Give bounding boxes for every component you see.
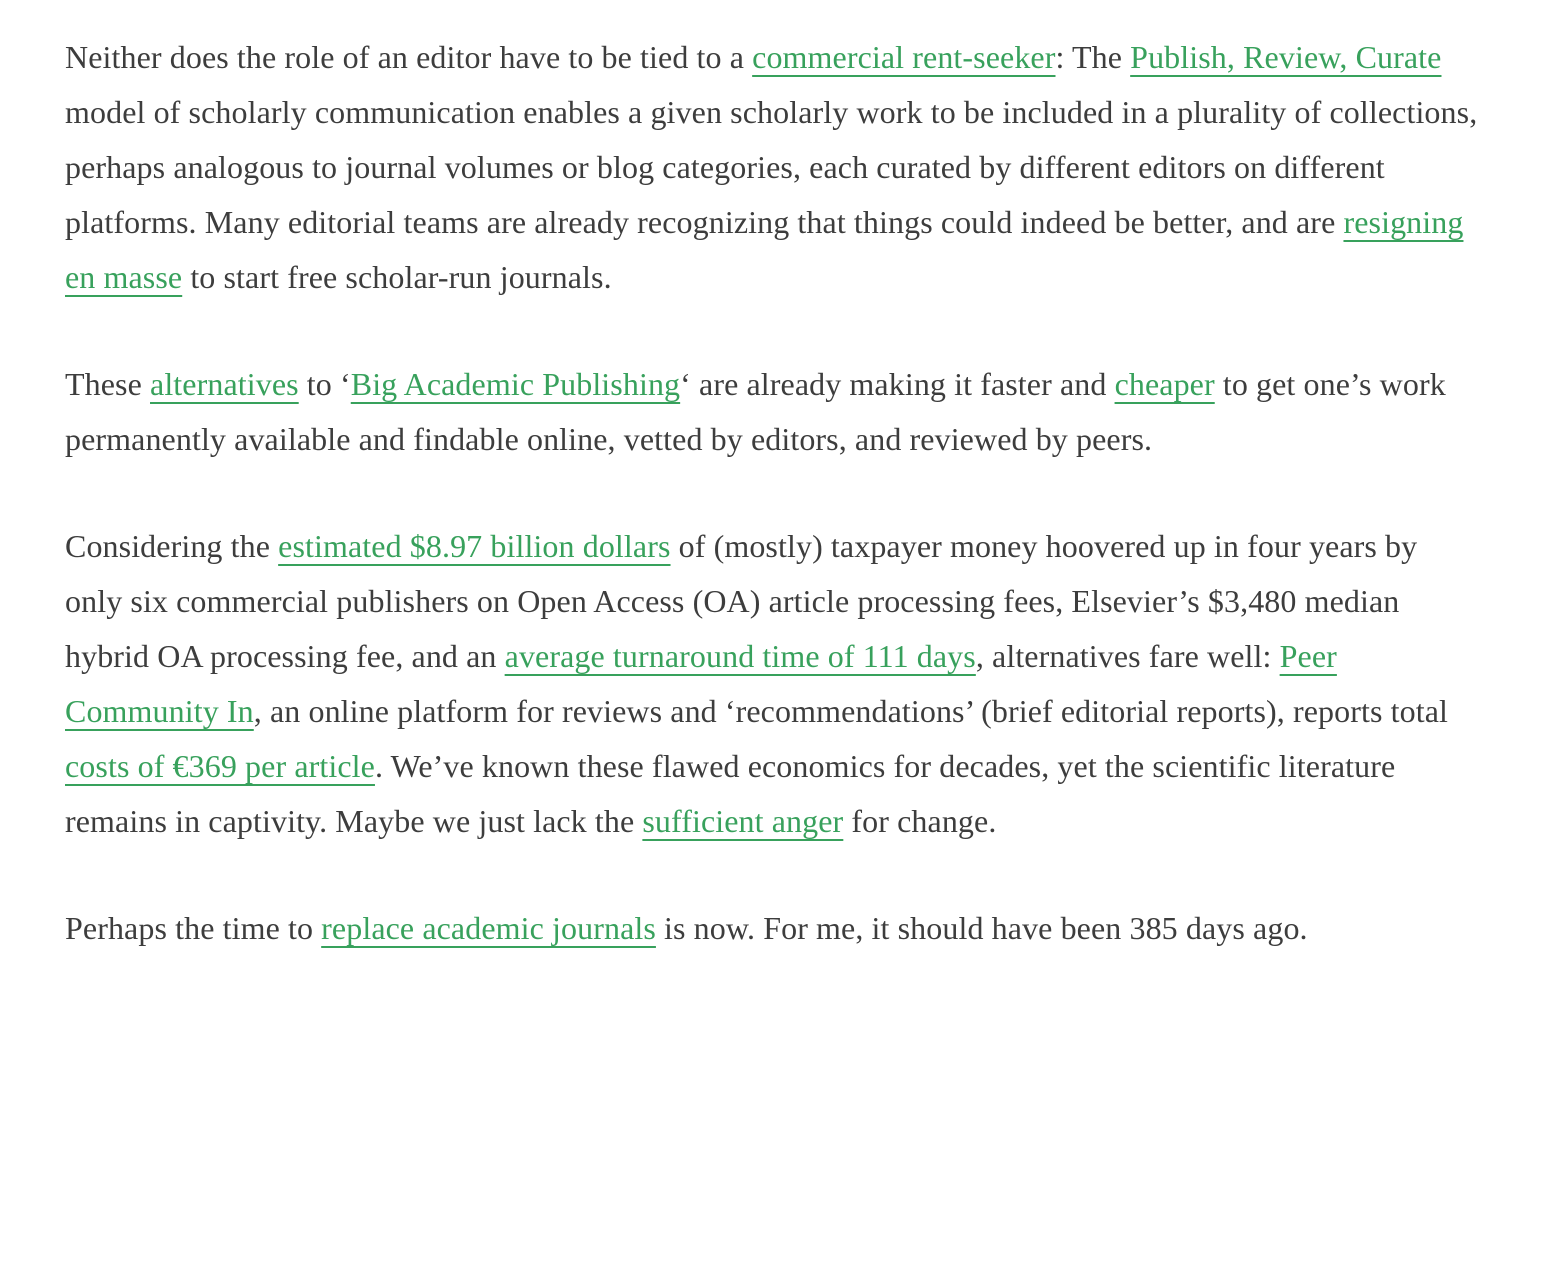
- text-run: of (mostly) taxpayer money hoovered up in four years by only six commercial publishers on Open Access (OA) article processing fees, Elsevier’s $3,480 median hybrid OA processing fee, and an: [65, 528, 1418, 674]
- text-run: Considering the: [65, 528, 279, 564]
- link-sufficient-anger[interactable]: sufficient anger: [642, 803, 844, 839]
- text-run: Perhaps the time to: [65, 910, 322, 946]
- text-run: Neither does the role of an editor have to be tied to a: [65, 39, 753, 75]
- link-resigning-en-masse[interactable]: resigning en masse: [65, 204, 1464, 295]
- text-run: , an online platform for reviews and ‘recommendations’ (brief editorial reports), reports total: [253, 693, 1449, 729]
- text-run: to ‘: [298, 366, 351, 402]
- text-run: is now. For me, it should have been 385 days ago.: [655, 910, 1308, 946]
- text-run: ‘ are already making it faster and: [680, 366, 1115, 402]
- link-big-academic-publishing[interactable]: Big Academic Publishing: [350, 366, 681, 402]
- text-run: model of scholarly communication enables a given scholarly work to be included in a plurality of collections, perhaps analogous to journal volumes or blog categories, each curated by different editors on different platforms. Many editorial teams are already recognizing that things could indeed be better, and are: [65, 94, 1478, 240]
- paragraph-3: [65, 519, 1478, 849]
- paragraph-2: [65, 357, 1478, 467]
- text-run: , alternatives fare well:: [975, 638, 1280, 674]
- link-alternatives[interactable]: alternatives: [150, 366, 299, 402]
- paragraph-1: [65, 30, 1478, 305]
- link-peer-community-in[interactable]: Peer Community In: [65, 638, 1337, 729]
- text-run: These: [65, 366, 151, 402]
- text-run: for change.: [843, 803, 997, 839]
- link-commercial-rent-seeker[interactable]: commercial rent-seeker: [752, 39, 1056, 75]
- link-publish-review-curate[interactable]: Publish, Review, Curate: [1130, 39, 1442, 75]
- link-average-turnaround-time-111-days[interactable]: average turnaround time of 111 days: [504, 638, 976, 674]
- link-cheaper[interactable]: cheaper: [1114, 366, 1215, 402]
- link-costs-369-per-article[interactable]: costs of €369 per article: [65, 748, 375, 784]
- text-run: . We’ve known these flawed economics for decades, yet the scientific literature remains in captivity. Maybe we just lack the: [65, 748, 1396, 839]
- link-replace-academic-journals[interactable]: replace academic journals: [321, 910, 656, 946]
- text-run: to get one’s work permanently available and findable online, vetted by editors, and reviewed by peers.: [65, 366, 1446, 457]
- link-estimated-8-97-billion-dollars[interactable]: estimated $8.97 billion dollars: [278, 528, 671, 564]
- paragraph-4: [65, 901, 1478, 956]
- text-run: : The: [1055, 39, 1131, 75]
- text-run: to start free scholar-run journals.: [182, 259, 612, 295]
